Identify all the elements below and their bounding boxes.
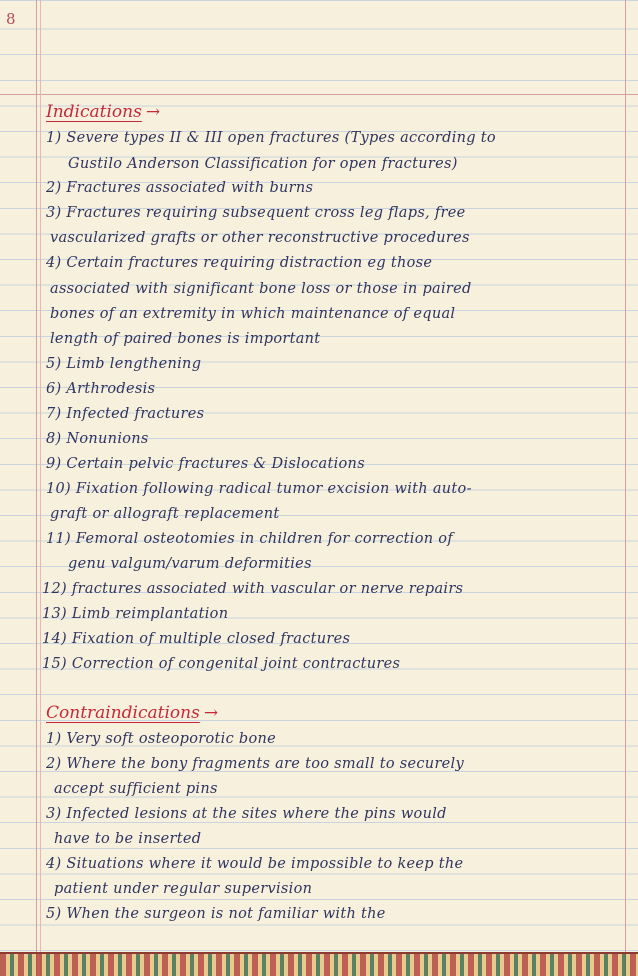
indication-line: Gustilo Anderson Classification for open fractures) xyxy=(68,156,458,172)
page-number: 8 xyxy=(6,10,16,28)
contraindication-line: 5) When the surgeon is not familiar with the xyxy=(46,906,386,922)
indication-line: 12) fractures associated with vascular or nerve repairs xyxy=(42,581,464,597)
contraindication-line: accept sufficient pins xyxy=(54,781,218,797)
indication-line: 6) Arthrodesis xyxy=(46,381,156,397)
indication-line: 11) Femoral osteotomies in children for correction of xyxy=(46,531,454,547)
indication-line: 15) Correction of congenital joint contractures xyxy=(42,656,401,672)
contraindication-line: 3) Infected lesions at the sites where the pins would xyxy=(46,806,447,822)
indications-arrow-icon: → xyxy=(145,102,161,122)
contraindications-heading-text: Contraindications xyxy=(46,703,200,723)
right-margin-line xyxy=(625,0,626,976)
contraindication-line: 1) Very soft osteoporotic bone xyxy=(46,731,277,747)
indication-line: genu valgum/varum deformities xyxy=(68,556,312,572)
indication-line: associated with significant bone loss or those in paired xyxy=(50,281,472,297)
indication-line: 7) Infected fractures xyxy=(46,406,205,422)
indication-line: 10) Fixation following radical tumor excision with auto- xyxy=(46,481,472,497)
indication-line: 3) Fractures requiring subsequent cross leg flaps, free xyxy=(46,205,466,221)
left-margin-line-inner xyxy=(40,0,41,976)
top-margin-line xyxy=(0,94,638,95)
indication-line: 2) Fractures associated with burns xyxy=(46,180,314,196)
contraindication-line: 2) Where the bony fragments are too small to securely xyxy=(46,756,464,772)
decorative-footer-border xyxy=(0,954,638,976)
indication-line: 5) Limb lengthening xyxy=(46,356,202,372)
indication-line: 1) Severe types II & III open fractures (Types according to xyxy=(46,130,496,146)
indications-heading-text: Indications xyxy=(46,102,142,122)
indication-line: vascularized grafts or other reconstructive procedures xyxy=(50,230,470,246)
contraindications-arrow-icon: → xyxy=(203,703,219,723)
contraindication-line: have to be inserted xyxy=(54,831,202,847)
contraindication-line: 4) Situations where it would be impossible to keep the xyxy=(46,856,464,872)
indication-line: length of paired bones is important xyxy=(50,331,321,347)
indication-line: graft or allograft replacement xyxy=(50,506,280,522)
contraindications-heading xyxy=(46,703,218,723)
indication-line: 9) Certain pelvic fractures & Dislocations xyxy=(46,456,365,472)
indications-heading xyxy=(46,102,160,122)
contraindication-line: patient under regular supervision xyxy=(54,881,313,897)
indication-line: 13) Limb reimplantation xyxy=(42,606,229,622)
indication-line: 8) Nonunions xyxy=(46,431,149,447)
indication-line: 14) Fixation of multiple closed fractures xyxy=(42,631,351,647)
indication-line: 4) Certain fractures requiring distraction eg those xyxy=(46,255,433,271)
left-margin-line xyxy=(36,0,37,976)
indication-line: bones of an extremity in which maintenance of equal xyxy=(50,306,456,322)
